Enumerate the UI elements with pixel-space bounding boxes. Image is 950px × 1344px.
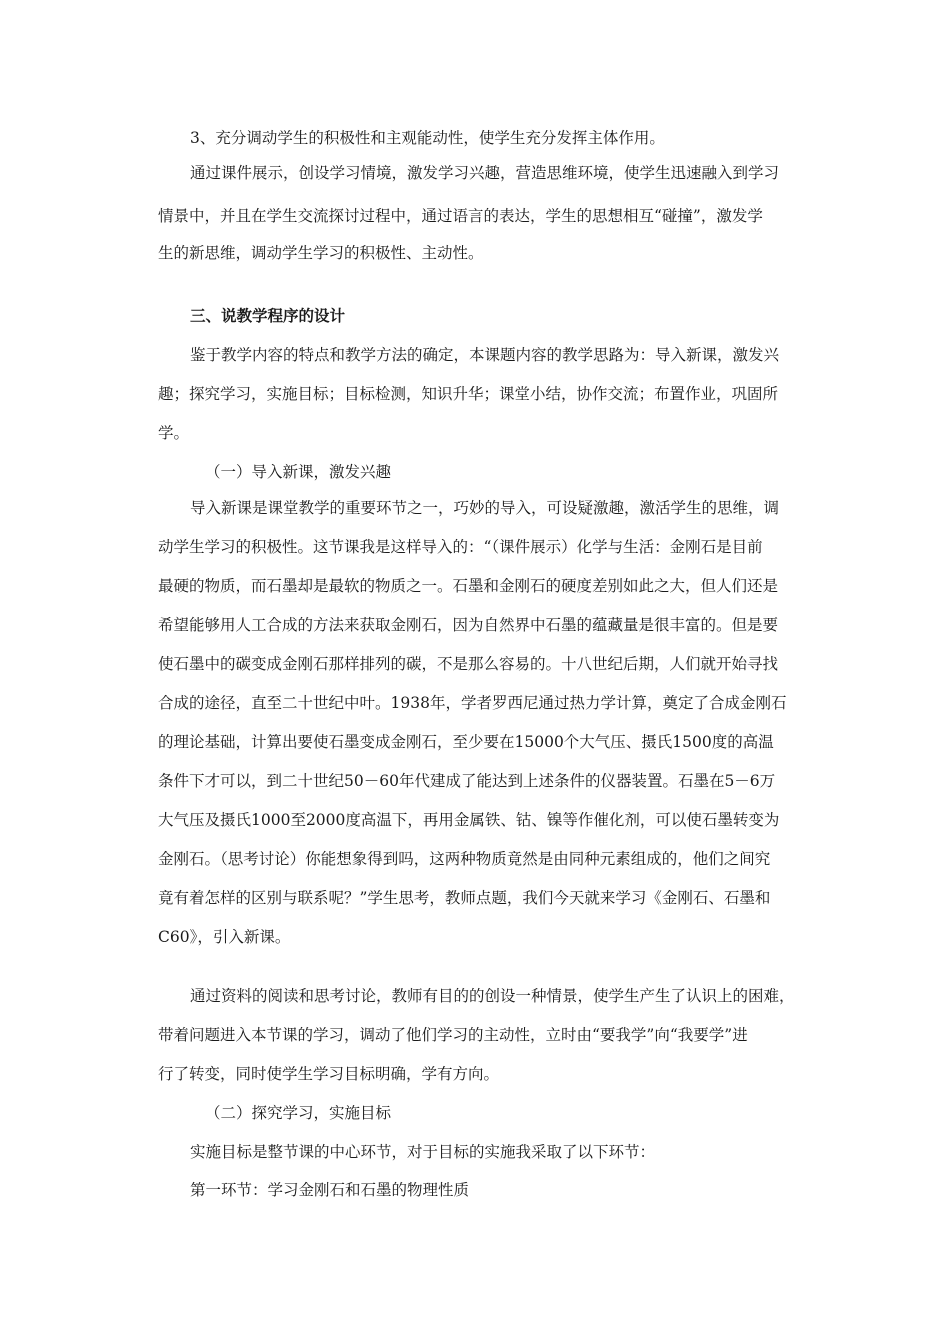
subsection-heading: （二）探究学习，实施目标: [205, 1104, 392, 1122]
paragraph-line: 动学生学习的积极性。这节课我是这样导入的：“（课件展示）化学与生活：金刚石是目前: [158, 538, 763, 556]
paragraph-line: 鉴于教学内容的特点和教学方法的确定，本课题内容的教学思路为：导入新课，激发兴: [190, 346, 780, 364]
paragraph-line: 导入新课是课堂教学的重要环节之一，巧妙的导入，可设疑激趣，激活学生的思维，调: [190, 499, 780, 517]
paragraph-line: 通过资料的阅读和思考讨论，教师有目的的创设一种情景，使学生产生了认识上的困难，: [190, 987, 795, 1005]
paragraph-line: 使石墨中的碳变成金刚石那样排列的碳，不是那么容易的。十八世纪后期，人们就开始寻找: [158, 655, 779, 673]
paragraph-line: 实施目标是整节课的中心环节，对于目标的实施我采取了以下环节：: [190, 1143, 656, 1161]
paragraph-line: 合成的途径，直至二十世纪中叶。1938年，学者罗西尼通过热力学计算，奠定了合成金刚石: [158, 694, 787, 712]
paragraph-line: 竟有着怎样的区别与联系呢？”学生思考，教师点题，我们今天就来学习《金刚石、石墨和: [158, 889, 771, 907]
paragraph-line: 带着问题进入本节课的学习，调动了他们学习的主动性，立时由“要我学”向“我要学”进: [158, 1026, 748, 1044]
paragraph-line: 情景中，并且在学生交流探讨过程中，通过语言的表达，学生的思想相互“碰撞”，激发学: [158, 207, 763, 225]
paragraph-line: 生的新思维，调动学生学习的积极性、主动性。: [158, 244, 484, 262]
paragraph-line: 学。: [158, 424, 190, 442]
paragraph-line: 趣；探究学习，实施目标；目标检测，知识升华；课堂小结，协作交流；布置作业，巩固所: [158, 385, 779, 403]
section-heading: 三、说教学程序的设计: [190, 306, 346, 325]
paragraph-line: 最硬的物质，而石墨却是最软的物质之一。石墨和金刚石的硬度差别如此之大，但人们还是: [158, 577, 779, 595]
paragraph-line: 希望能够用人工合成的方法来获取金刚石，因为自然界中石墨的蕴藏量是很丰富的。但是要: [158, 616, 779, 634]
paragraph-line: 大气压及摄氏1000至2000度高温下，再用金属铁、钴、镍等作催化剂，可以使石墨转变为: [158, 811, 780, 829]
subsection-heading: （一）导入新课，激发兴趣: [205, 463, 392, 481]
paragraph-line: C60》，引入新课。: [158, 928, 291, 946]
paragraph-line: 条件下才可以，到二十世纪50－60年代建成了能达到上述条件的仪器装置。石墨在5－6万: [158, 772, 776, 790]
paragraph-line: 通过课件展示，创设学习情境，激发学习兴趣，营造思维环境，使学生迅速融入到学习: [190, 164, 780, 182]
paragraph-line: 3、充分调动学生的积极性和主观能动性，使学生充分发挥主体作用。: [190, 129, 665, 147]
paragraph-line: 的理论基础，计算出要使石墨变成金刚石，至少要在15000个大气压、摄氏1500度的高温: [158, 733, 774, 751]
paragraph-line: 金刚石。（思考讨论）你能想象得到吗，这两种物质竟然是由同种元素组成的，他们之间究: [158, 850, 771, 868]
paragraph-line: 第一环节：学习金刚石和石墨的物理性质: [190, 1181, 470, 1199]
paragraph-line: 行了转变，同时使学生学习目标明确，学有方向。: [158, 1065, 500, 1083]
